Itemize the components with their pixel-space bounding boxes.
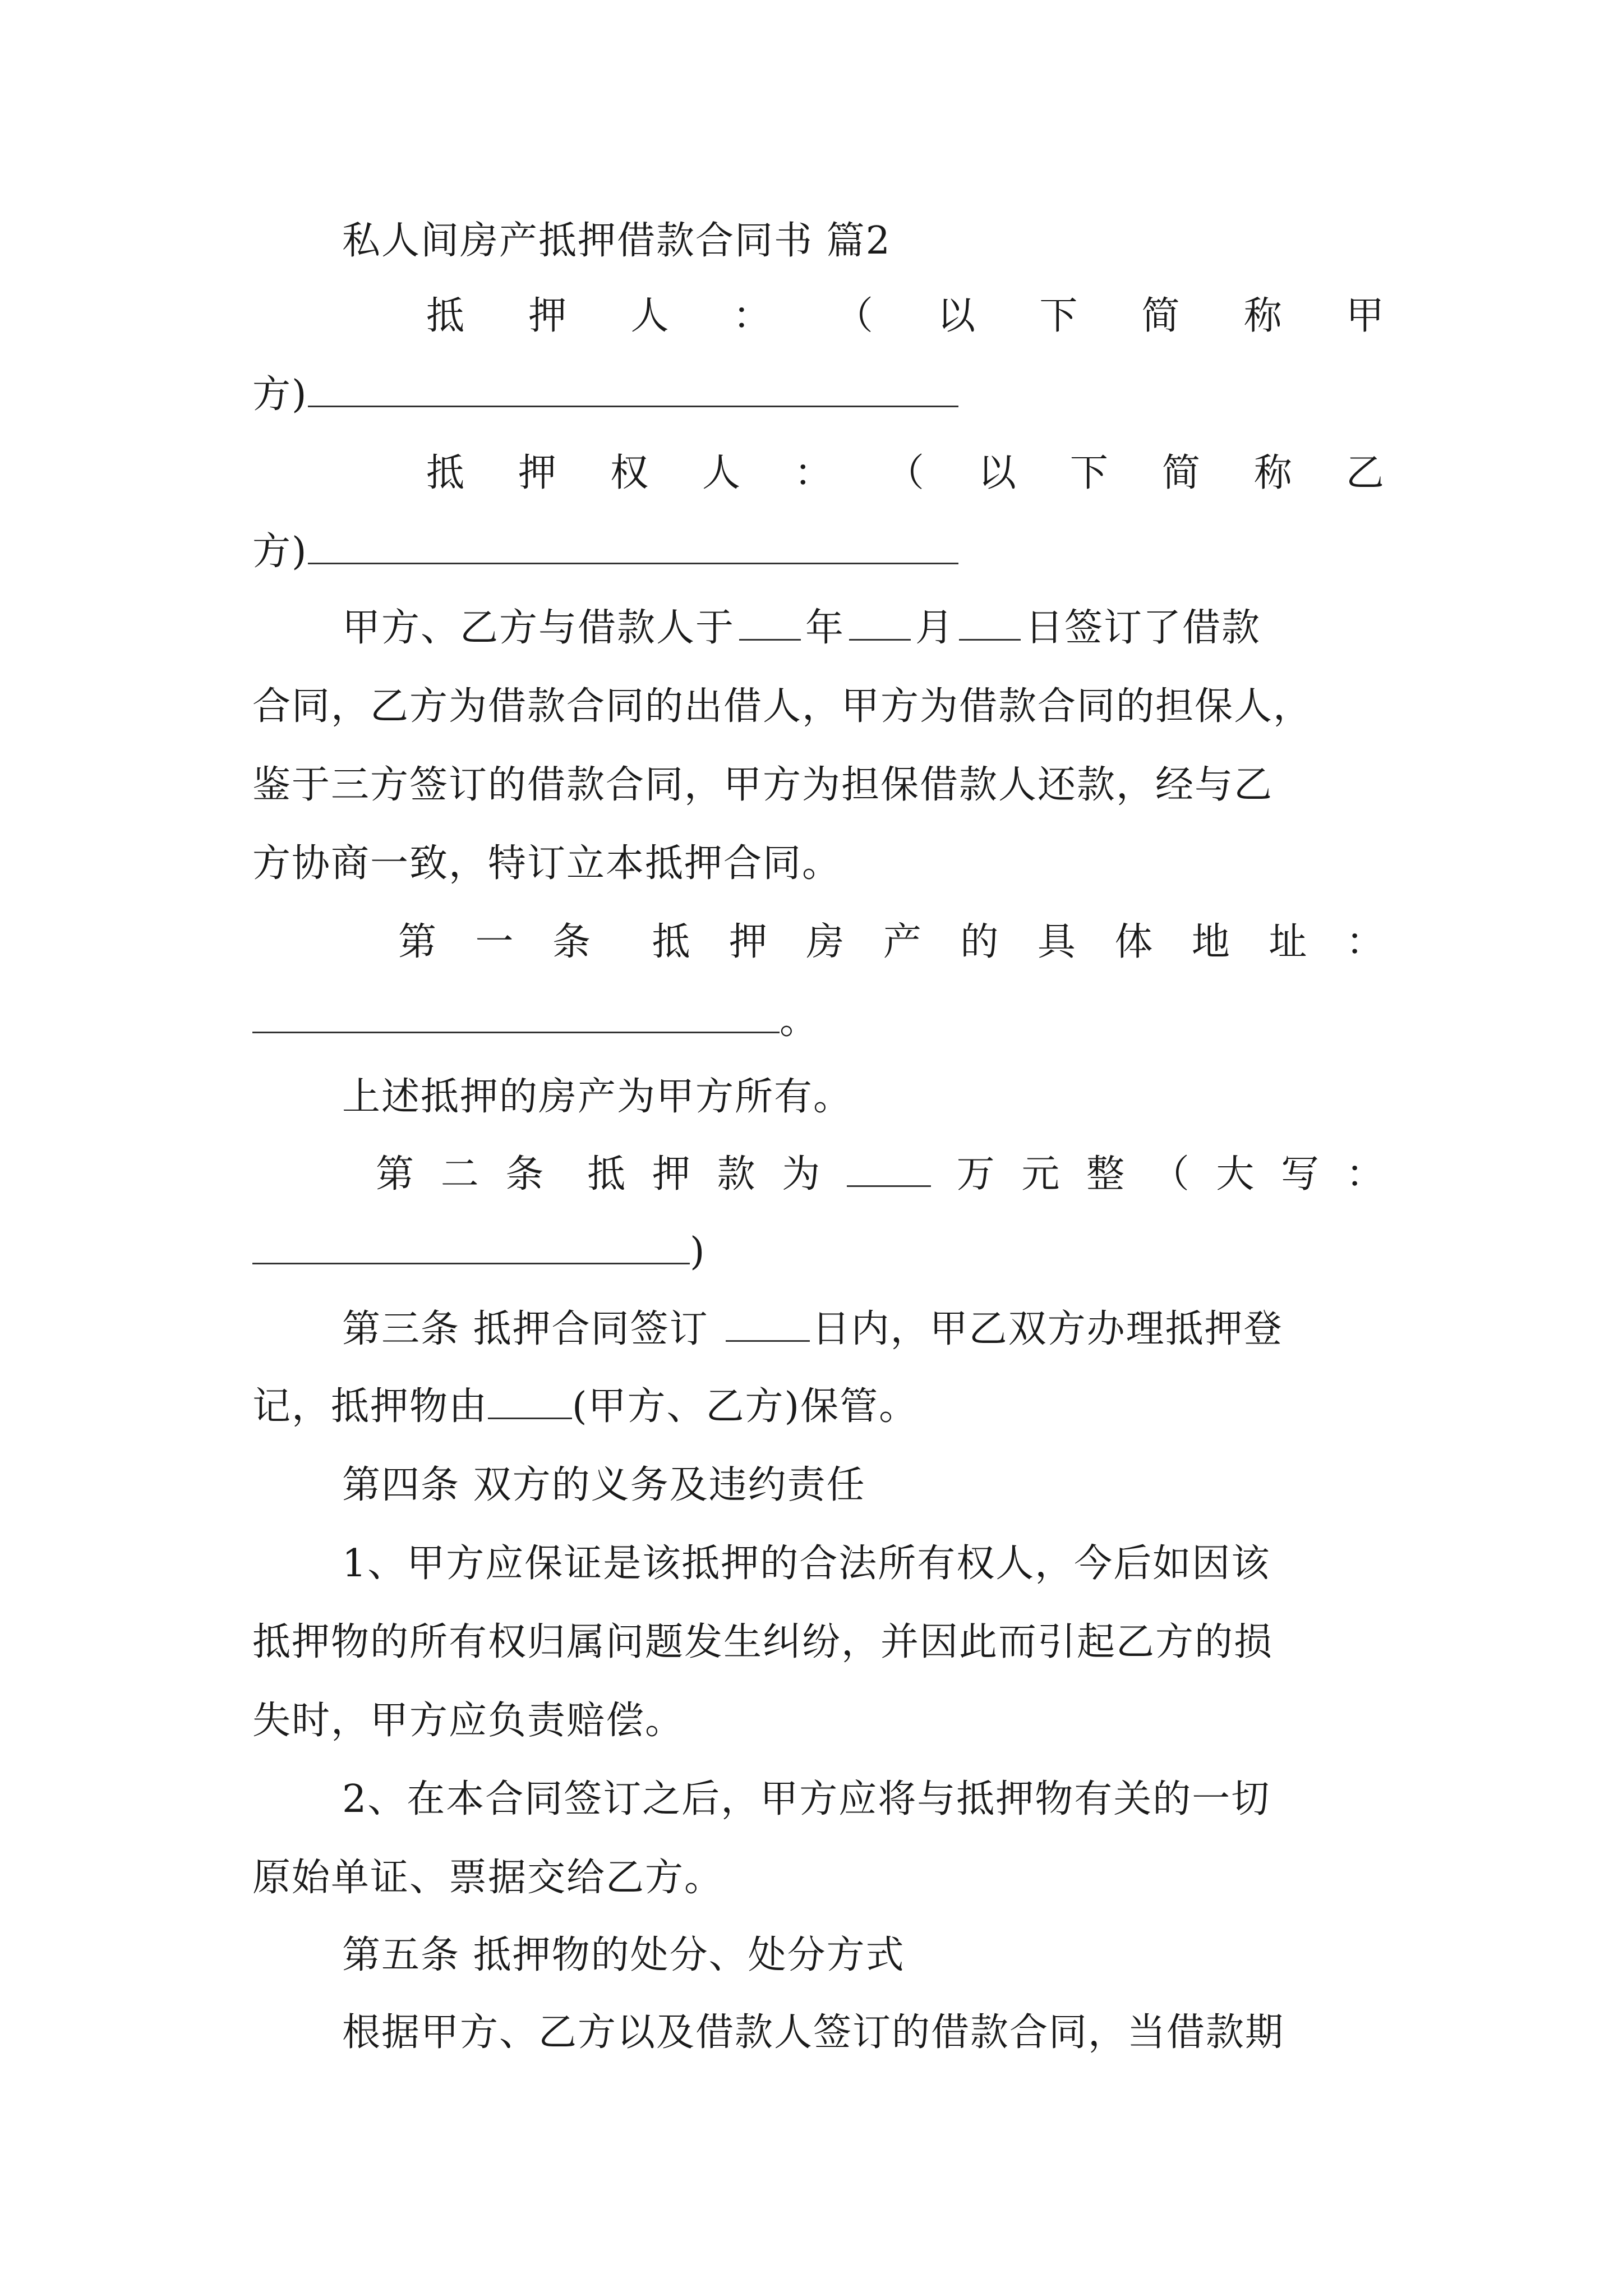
document-title	[342, 217, 1385, 273]
article2-char: 二	[440, 1152, 480, 1197]
title-text: 私人间房产抵押借款合同书 篇2	[342, 219, 891, 263]
article2-end: )	[690, 1230, 706, 1274]
para1-line3	[252, 761, 1385, 817]
article1-char: 址	[1269, 920, 1308, 964]
address-blank[interactable]	[252, 997, 780, 1033]
mortgagee-char: 下	[1069, 451, 1109, 495]
article4-title-text: 第四条 双方的义务及违约责任	[342, 1463, 866, 1507]
article2-char: 万	[956, 1152, 996, 1197]
custodian-blank[interactable]	[488, 1383, 572, 1419]
mortgagor-fill-blank[interactable]	[308, 371, 958, 407]
article4-text: 1、甲方应保证是该抵押的合法所有权人，今后如因该	[342, 1542, 1271, 1586]
year-label: 年	[805, 606, 845, 650]
amount-blank[interactable]	[847, 1151, 931, 1187]
article1-char: 产	[883, 920, 923, 964]
article1-char: 抵	[652, 920, 691, 964]
article1-char: 押	[728, 920, 768, 964]
mortgagor-char: 下	[1039, 294, 1079, 338]
mortgagee-cont-text: 方)	[252, 530, 308, 574]
para1-text: 甲方、乙方与借款人于	[342, 606, 735, 650]
article1-char: 房	[806, 920, 846, 964]
article1-char: 体	[1114, 920, 1154, 964]
mortgagee-char: 抵	[426, 451, 466, 495]
article4-item1-line2	[252, 1618, 1385, 1674]
article1-char: 条	[552, 920, 592, 964]
mortgagee-line	[426, 449, 1385, 505]
article2-char: 抵	[587, 1152, 627, 1197]
day-blank[interactable]	[959, 604, 1021, 641]
mortgagee-char: 押	[518, 451, 557, 495]
article5-title-text: 第五条 抵押物的处分、处分方式	[342, 1933, 905, 1977]
article4-text: 抵押物的所有权归属问题发生纠纷，并因此而引起乙方的损	[252, 1620, 1274, 1664]
mortgagor-char: 甲	[1345, 294, 1385, 338]
mortgagor-char: 简	[1141, 294, 1181, 338]
amount-words-blank[interactable]	[252, 1228, 690, 1264]
mortgagee-char: 称	[1253, 451, 1293, 495]
article3-text: 第三条 抵押合同签订	[342, 1307, 709, 1351]
para1-text: 鉴于三方签订的借款合同，甲方为担保借款人还款，经与乙	[252, 763, 1274, 807]
para1-line4	[252, 839, 1385, 895]
mortgagee-char: 权	[610, 451, 649, 495]
mortgagee-fill-blank[interactable]	[308, 528, 958, 564]
mortgagee-char: 简	[1161, 451, 1201, 495]
mortgagor-char: （	[834, 294, 874, 338]
article2-char: 大	[1216, 1152, 1256, 1197]
mortgagee-continuation	[252, 527, 1385, 583]
article4-item1-line1	[342, 1539, 1385, 1595]
article2-char: 元	[1021, 1152, 1061, 1197]
article1-char: ：	[1345, 920, 1385, 964]
mortgagor-char: 称	[1243, 294, 1283, 338]
year-blank[interactable]	[739, 604, 801, 641]
article2-line	[376, 1150, 1385, 1206]
article2-char: 为	[782, 1152, 822, 1197]
para1-text: 合同，乙方为借款合同的出借人，甲方为借款合同的担保人，	[252, 684, 1313, 729]
para1-text: 方协商一致，特订立本抵押合同。	[252, 841, 842, 886]
mortgagor-char: ：	[732, 294, 772, 338]
article4-text: 原始单证、票据交给乙方。	[252, 1856, 724, 1900]
mortgagor-continuation	[252, 370, 1385, 426]
article1-char: 一	[475, 920, 515, 964]
article4-text: 2、在本合同签订之后，甲方应将与抵押物有关的一切	[342, 1777, 1271, 1821]
article2-continuation	[252, 1227, 1385, 1283]
article4-title	[342, 1461, 1385, 1517]
article3-line1	[342, 1305, 1385, 1361]
article3-text: 记，抵押物由	[252, 1384, 488, 1429]
mortgagee-char: 乙	[1345, 451, 1385, 495]
article1-char: 第	[398, 920, 438, 964]
article1-note	[342, 1073, 1385, 1129]
mortgagor-char: 以	[937, 294, 977, 338]
mortgagor-char: 押	[528, 294, 568, 338]
para1-line1	[342, 604, 1385, 660]
article2-char: 整	[1086, 1152, 1126, 1197]
article2-char: 款	[717, 1152, 757, 1197]
article1-end: 。	[780, 999, 819, 1043]
article2-char: 押	[652, 1152, 691, 1197]
article2-char: 条	[505, 1152, 545, 1197]
article5-line1	[342, 2008, 1385, 2064]
article3-text: 日内，甲乙双方办理抵押登	[811, 1307, 1283, 1351]
days-blank[interactable]	[726, 1305, 810, 1342]
article4-text: 失时，甲方应负责赔偿。	[252, 1699, 685, 1743]
article3-text: (甲方、乙方)保管。	[572, 1384, 919, 1429]
article4-item1-line3	[252, 1696, 1385, 1752]
article1-note-text: 上述抵押的房产为甲方所有。	[342, 1075, 853, 1119]
article2-char: 写	[1281, 1152, 1321, 1197]
mortgagee-char: ：	[794, 451, 833, 495]
article1-char: 地	[1191, 920, 1231, 964]
article1-line	[398, 918, 1385, 974]
article2-char: ：	[1345, 1152, 1385, 1197]
article1-char: 的	[960, 920, 1000, 964]
mortgagee-char: （	[886, 451, 925, 495]
mortgagee-char: 人	[702, 451, 741, 495]
mortgagor-line	[426, 292, 1385, 348]
article2-char: 第	[376, 1152, 416, 1197]
article1-continuation	[252, 996, 1385, 1052]
article3-line2	[252, 1382, 1385, 1438]
month-blank[interactable]	[849, 604, 911, 641]
mortgagor-char: 人	[630, 294, 670, 338]
article4-item2-line2	[252, 1853, 1385, 1910]
article1-char: 具	[1037, 920, 1077, 964]
mortgagee-char: 以	[978, 451, 1017, 495]
para1-line2	[252, 682, 1385, 738]
article4-item2-line1	[342, 1775, 1385, 1831]
article5-title	[342, 1931, 1385, 1987]
mortgagor-cont-text: 方)	[252, 372, 308, 417]
article2-char: （	[1151, 1152, 1191, 1197]
mortgagor-char: 抵	[426, 294, 466, 338]
para1-text: 日签订了借款	[1025, 606, 1261, 650]
month-label: 月	[915, 606, 955, 650]
article5-text: 根据甲方、乙方以及借款人签订的借款合同，当借款期	[342, 2010, 1285, 2055]
